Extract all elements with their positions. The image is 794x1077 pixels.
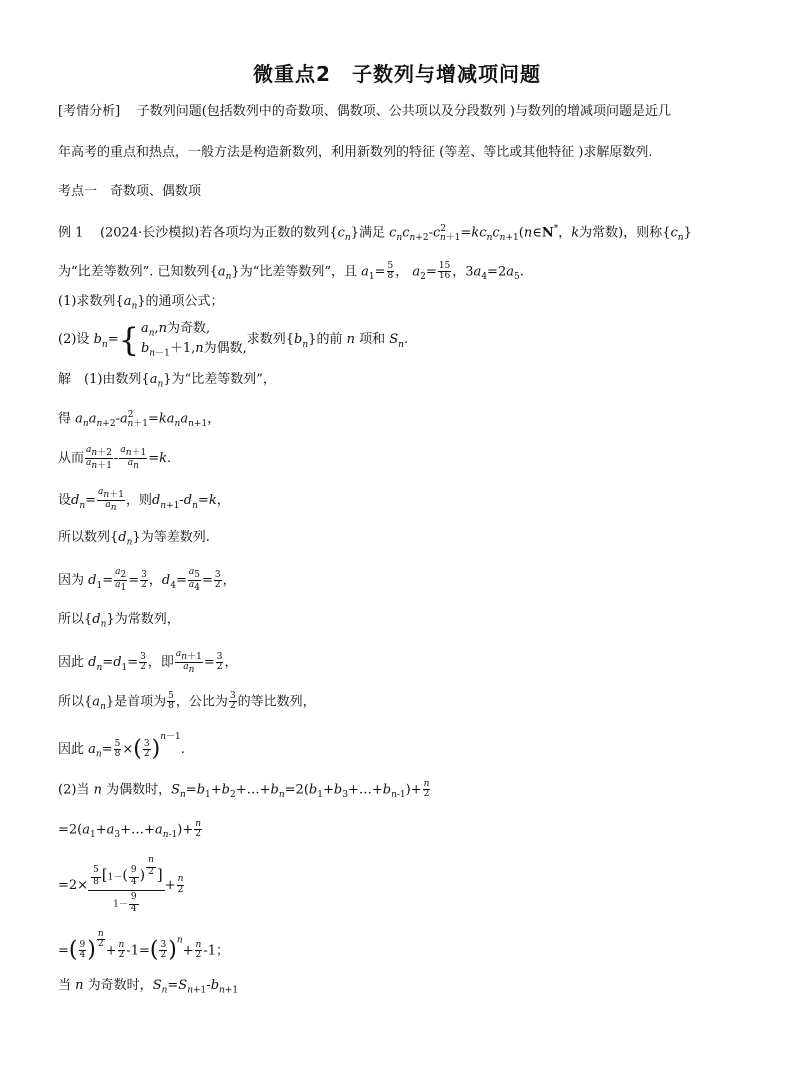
part2-line-2: $=2(a_1+a_3+\dots+a_{n-1})+$ $\frac{n}{2}$ (58, 819, 202, 841)
solution-line-9: 所以$\{a_n\}$是首项为 $\frac{5}{8}$ ，公比为 $\frac{3}{2}$ 的等比数列， (58, 691, 316, 713)
example-stem-3: ， (558, 225, 572, 241)
frac-5-8-b: $\frac{5}{8}$ (114, 738, 121, 759)
sol-l9d: 的等比数列， (237, 694, 316, 710)
sol-l8a: 因此 (58, 655, 85, 671)
frac-3-2-a: $\frac{3}{2}$ (141, 569, 147, 591)
solution-line-6: 因为 $d_1=$ $\frac{a_2}{a_1}$ = $\frac{3}{2}$ ，$d_4=$ $\frac{a_5}{a_4}$ = $\frac{3}{2}$ ， (58, 567, 236, 594)
frac-n-2-c: $\frac{n}{2}$ (177, 874, 184, 895)
solution-line-3: 从而 $\frac{a_{n+2}}{a_{n+1}}$ - $\frac{a_{n+1}}{a_n}$ =k. (58, 445, 172, 472)
example-line-2: 为“比差等数列”. 已知数列$\{a_n\}$为“比差等数列”，且 $a_1=$ $\frac{5}{8}$ ， $a_2=$ $\frac{15}{16}$ ，$3a_4=2a_5$. (58, 261, 524, 283)
frac-ratio-1: $\frac{a_{n+2}}{a_{n+1}}$ (86, 445, 112, 472)
p5b: 为奇数时， (87, 978, 153, 993)
q2-even: 为偶数, (203, 340, 247, 356)
sol-l9c: ，公比为 (175, 694, 228, 710)
frac-n-2-a: $\frac{n}{2}$ (423, 779, 430, 800)
q2-text-c: 的前 (316, 332, 343, 348)
big-fraction: $\frac{5}{8}$ [1－( $\frac{9}{4}$ ) $^{\frac{n}{2}}$ ] 1－ $\frac{9}{4}$ (88, 856, 165, 915)
part2-line-1: (2)当 n 为偶数时，$S_n=b_1+b_2+\dots+b_n=2(b_1+b_3+\dots+b_{n-1})+$ $\frac{n}{2}$ (58, 779, 430, 801)
p5a: 当 (58, 978, 72, 993)
sol-l9a: 所以 (58, 694, 85, 710)
sol-l5b: 为等差数列. (140, 530, 210, 545)
q2-text-a: (2)设 (58, 332, 90, 348)
sol-l3: 从而 (58, 451, 85, 467)
q1-text-a: (1)求数列 (58, 294, 116, 309)
sol-l8b: ，即 (147, 655, 174, 671)
example-stem-2: 满足 (358, 225, 385, 241)
frac-3-2-e: $\frac{3}{2}$ (229, 691, 236, 712)
example-line-1: 例 1 (2024·长沙模拟)若各项均为正数的数列$\{c_n\}$满足 $c_nc_{n+2}-c^2_{n+1}=kc_nc_{n+1}(n\in N^*$，k为常数)，则称$\{c_n\}$ (58, 224, 692, 243)
frac-9-4: $\frac{9}{4}$ (79, 940, 86, 961)
example-line2a: 为“比差等数列”. 已知数列 (58, 264, 210, 280)
frac-ratio-3: $\frac{a_{n+1}}{a_n}$ (175, 649, 202, 676)
p2b: 为偶数时， (106, 782, 172, 798)
q2-text-d: 项和 (359, 332, 386, 348)
sol-l10a: 因此 (58, 742, 85, 757)
example-source: (2024·长沙模拟) (99, 225, 200, 241)
frac-n-2-e: $\frac{n}{2}$ (195, 940, 202, 961)
frac-a1: $\frac{5}{8}$ (387, 261, 394, 282)
solution-line-1: 解 (1)由数列$\{a_n\}$为“比差等数列”， (58, 372, 276, 390)
solution-line-8: 因此 $d_n=d_1=$ $\frac{3}{2}$ ，即 $\frac{a_{n+1}}{a_n}$ = $\frac{3}{2}$ ， (58, 649, 238, 676)
solution-line-7: 所以$\{d_n\}$为常数列， (58, 612, 180, 630)
frac-d4: $\frac{a_5}{a_4}$ (188, 567, 200, 594)
example-stem-4: 为常数)，则称 (579, 225, 663, 241)
question-2: (2)设 $b_n=${ $a_n,n$为奇数, $b_{n-1}+1,n$为偶数,求数列$\{b_n\}$的前 n 项和 $S_n$. (58, 320, 409, 359)
sol-l1a: 解 (1)由数列 (58, 372, 142, 387)
sol-l2: 得 (58, 411, 72, 427)
cases-brace: { (118, 320, 139, 359)
analysis-text-2: 年高考的重点和热点，一般方法是构造新数列，利用新数列的特征 (等差、等比或其他特征 )求解原数列. (58, 145, 653, 160)
part2-line-4: =( $\frac{9}{4}$ ) $^{\frac{n}{2}}$ + $\frac{n}{2}$ -1=( $\frac{3}{2}$ )$^n$+ $\frac{n}{2}$ -1； (58, 929, 229, 963)
sol-l4b: ，则 (125, 493, 152, 509)
sol-l7b: 为常数列， (114, 612, 180, 627)
frac-5-8: $\frac{5}{8}$ (168, 691, 174, 712)
frac-a2: $\frac{15}{16}$ (438, 261, 451, 282)
analysis-line-1 (58, 104, 671, 120)
p2a: (2)当 (58, 782, 90, 798)
analysis-text-1: 子数列问题(包括数列中的奇数项、偶数项、公共项以及分段数列 )与数列的增减项问题是近几 (136, 104, 671, 119)
analysis-label: [考情分析] (58, 104, 121, 119)
part2-line-5: 当 n 为奇数时，$S_n=S_{n+1}-b_{n+1}$ (58, 978, 239, 996)
sol-l1b: 为“比差等数列”， (171, 372, 276, 387)
sol-l9b: 是首项为 (114, 694, 167, 710)
analysis-line-2 (58, 145, 653, 161)
frac-d1: $\frac{a_2}{a_1}$ (115, 567, 127, 594)
frac-3-2-d: $\frac{3}{2}$ (216, 651, 223, 673)
sol-l5a: 所以数列 (58, 530, 111, 545)
example-stem-1: 若各项均为正数的数列 (199, 225, 330, 241)
q2-text-b: 求数列 (246, 332, 286, 348)
sol-l7a: 所以 (58, 612, 85, 627)
example-label: 例 1 (58, 225, 84, 241)
solution-line-5: 所以数列$\{d_n\}$为等差数列. (58, 530, 210, 548)
sol-l6a: 因为 (58, 573, 85, 589)
solution-line-2: 得 $a_na_{n+2}-a^2_{n+1}=ka_na_{n+1}$， (58, 410, 221, 429)
part2-line-3: =2× $\frac{5}{8}$ [1－( $\frac{9}{4}$ ) $^{\frac{n}{2}}$ ] 1－ $\frac{9}{4}$ + $\frac{n}{2}$ (58, 855, 184, 915)
example-line2b: 为“比差等数列”，且 (239, 264, 357, 280)
solution-line-10: 因此 $a_n=$ $\frac{5}{8}$ ×( $\frac{3}{2}$ )$^{n-1}$. (58, 732, 185, 762)
frac-ratio-2: $\frac{a_{n+1}}{a_n}$ (120, 445, 147, 472)
solution-line-4: 设$d_n=$ $\frac{a_{n+1}}{a_n}$ ，则$d_{n+1}-d_n=k$， (58, 487, 230, 514)
section-heading: 考点一 奇数项、偶数项 (58, 184, 202, 199)
frac-3-2-c: $\frac{3}{2}$ (140, 651, 146, 673)
frac-3-2-b: $\frac{3}{2}$ (214, 569, 221, 591)
frac-3-2-g: $\frac{3}{2}$ (160, 940, 167, 961)
cases-block: $a_n,n$为奇数, $b_{n-1}+1,n$为偶数, (140, 321, 247, 359)
frac-dn: $\frac{a_{n+1}}{a_n}$ (98, 487, 124, 514)
frac-3-2-f: $\frac{3}{2}$ (143, 738, 150, 759)
frac-n-2-d: $\frac{n}{2}$ (118, 940, 125, 961)
q2-odd: 为奇数, (167, 321, 211, 336)
sol-l4a: 设 (58, 493, 72, 509)
q1-text-b: 的通项公式； (145, 294, 224, 309)
question-1: (1)求数列$\{a_n\}$的通项公式； (58, 294, 224, 312)
page-title: 微重点2 子数列与增减项问题 (253, 62, 541, 86)
frac-n-2-b: $\frac{n}{2}$ (195, 819, 202, 840)
